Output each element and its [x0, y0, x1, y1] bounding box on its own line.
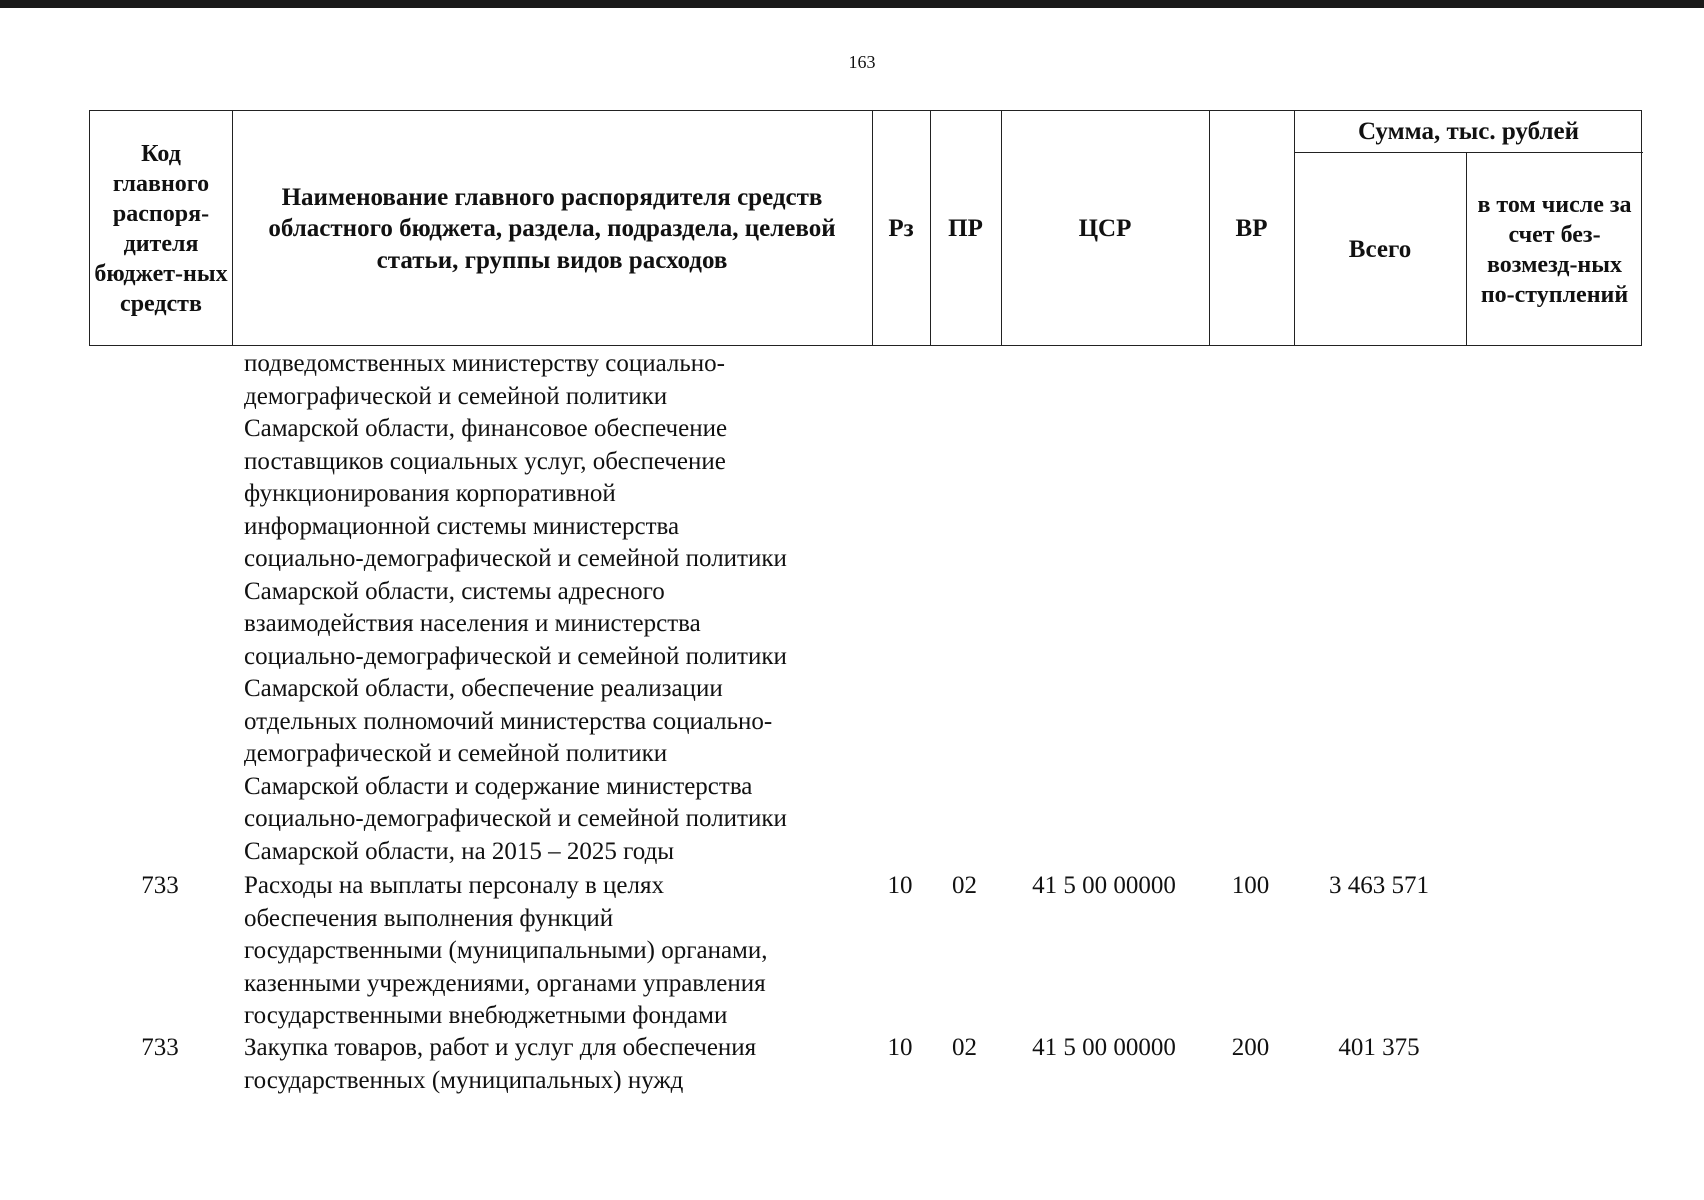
text-line: казенными учреждениями, органами управления	[244, 969, 766, 997]
cell-total: 3 463 571	[1329, 872, 1429, 899]
cell-pr: 02	[952, 872, 977, 899]
cell-vr: 200	[1231, 1034, 1270, 1061]
table-row	[89, 1031, 1642, 1094]
header-csr: ЦСР	[1078, 215, 1132, 243]
text-line: Самарской области и содержание министерства	[244, 772, 753, 800]
text-line: государственными (муниципальными) органами,	[244, 937, 768, 964]
text-line: Закупка товаров, работ и услуг для обеспечения	[244, 1034, 757, 1061]
text-line: демографической и семейной политики	[244, 740, 668, 767]
text-line: социально-демографической и семейной политики	[244, 545, 787, 572]
text-line: функционирования корпоративной	[244, 480, 616, 507]
text-line: государственных (муниципальных) нужд	[244, 1066, 684, 1094]
text-line: Самарской области, на 2015 – 2025 годы	[244, 837, 675, 865]
header-rz: Рз	[888, 215, 914, 243]
text-line: Расходы на выплаты персоналу в целях	[244, 872, 664, 899]
cell-description	[244, 869, 768, 1032]
header-code: Код главного распоря-дителя бюджет-ных средств	[94, 141, 228, 317]
header-vr: ВР	[1235, 215, 1268, 243]
scan-top-border	[0, 0, 1704, 8]
cell-rz: 10	[887, 1034, 913, 1061]
cell-rz: 10	[887, 872, 913, 899]
text-line: поставщиков социальных услуг, обеспечение	[244, 447, 726, 475]
header-total: Всего	[1348, 235, 1412, 263]
text-line: подведомственных министерству социально-	[244, 350, 725, 377]
text-line: обеспечения выполнения функций	[244, 904, 614, 932]
cell-description	[244, 1031, 756, 1096]
text-line: информационной системы министерства	[244, 512, 680, 540]
table-row	[89, 869, 1642, 1029]
text-line: Самарской области, обеспечение реализации	[244, 675, 723, 702]
text-line: социально-демографической и семейной политики	[244, 805, 787, 832]
text-line: отдельных полномочий министерства социально-	[244, 707, 773, 735]
header-sum-group: Сумма, тыс. рублей	[1357, 117, 1580, 145]
cell-total: 401 375	[1338, 1034, 1420, 1061]
cell-pr: 02	[952, 1034, 977, 1061]
cell-csr: 41 5 00 00000	[1032, 1034, 1176, 1061]
text-line: государственными внебюджетными фондами	[244, 1002, 728, 1029]
cell-vr: 100	[1231, 872, 1270, 899]
cell-code: 733	[141, 872, 179, 899]
page-number: 163	[848, 52, 876, 72]
table-header	[89, 110, 1642, 346]
text-line: демографической и семейной политики	[244, 382, 668, 410]
header-name: Наименование главного распорядителя средств областного бюджета, раздела, подраздела, целевой статьи, группы видов расходов	[268, 184, 836, 274]
text-line: социально-демографической и семейной политики	[244, 642, 787, 670]
text-line: Самарской области, системы адресного	[244, 577, 665, 605]
header-pr: ПР	[948, 215, 983, 243]
text-line: Самарской области, финансовое обеспечение	[244, 415, 728, 442]
cell-code: 733	[141, 1034, 179, 1061]
text-line: взаимодействия населения и министерства	[244, 610, 701, 637]
header-incl-free: в том числе за счет без-возмезд-ных по-ступлений	[1477, 191, 1632, 308]
cell-csr: 41 5 00 00000	[1032, 872, 1176, 899]
continued-description	[244, 348, 787, 868]
